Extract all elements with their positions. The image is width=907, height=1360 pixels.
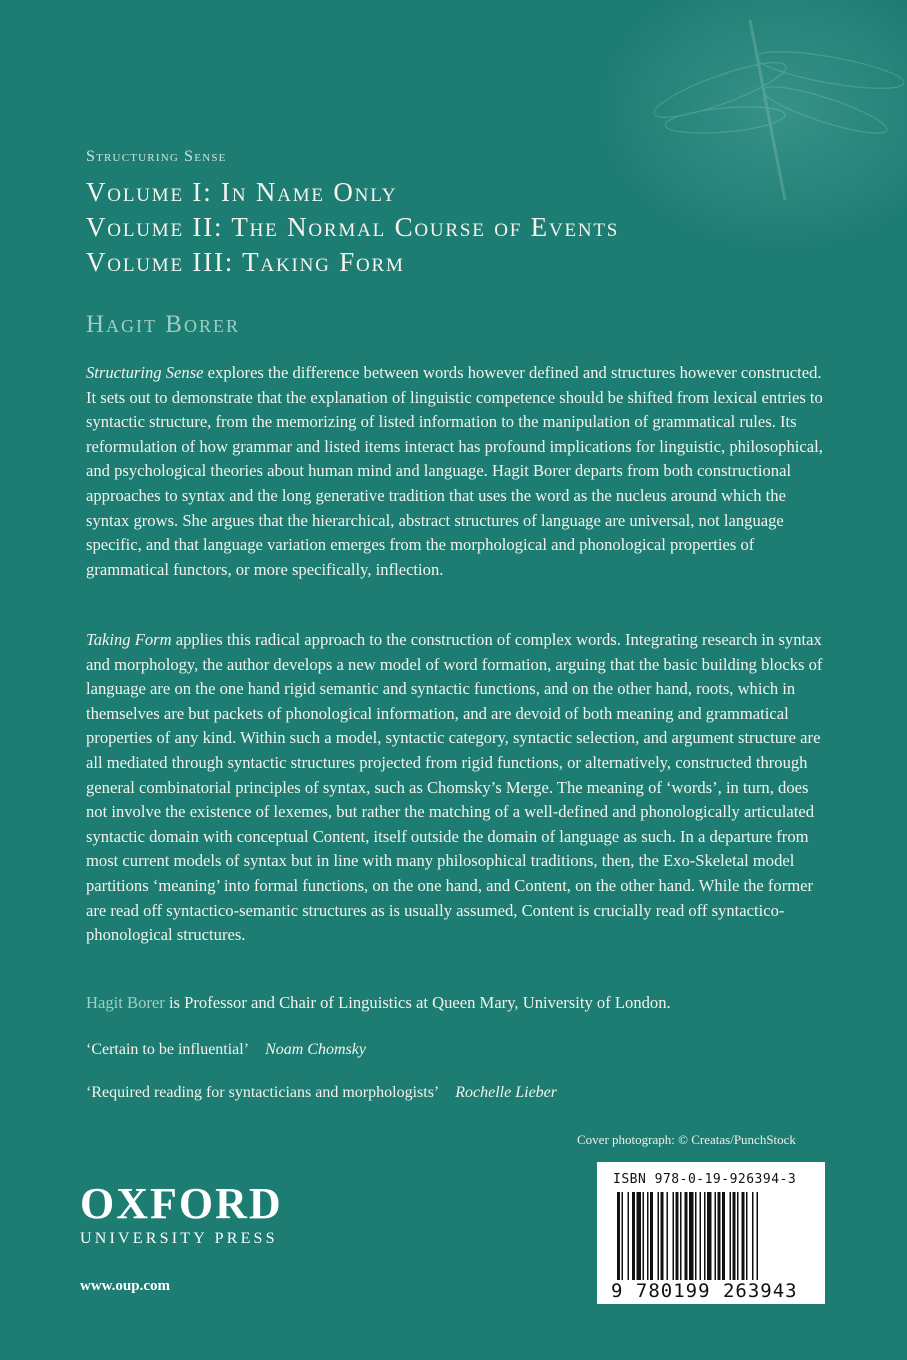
barcode-bar: [695, 1192, 697, 1280]
barcode-bar: [647, 1192, 649, 1280]
barcode-bar: [637, 1192, 642, 1280]
endorsement-1-quote: ‘Certain to be influential’: [86, 1041, 250, 1058]
dragonfly-image: [600, 0, 907, 260]
barcode-bar: [661, 1192, 664, 1280]
paragraph-1-text: explores the difference between words however defined and structures however constructed. It sets out to demonstrate that the explanation of linguistic competence should be shifted from lexical entries to syntactic structure, from the memorizing of listed information to the manipulation of grammatical rules. Its reformulation of how grammar and listed items interact has profound implications for linguistic, philosophical, and psychological theories about human mind and language. Hagit Borer departs from both constructional approaches to syntax and the long generative tradition that uses the word as the nucleus around which the syntax grows. She argues that the hierarchical, abstract structures of language are universal, not language specific, and that language variation emerges from the morphological and phonological properties of grammatical functors, or more specifically, inflection.: [86, 363, 823, 579]
publisher-website: www.oup.com: [80, 1278, 171, 1294]
barcode-bar: [617, 1192, 620, 1280]
endorsement-1: [86, 1041, 366, 1059]
series-title: Structuring Sense: [86, 148, 227, 165]
volume-2-title: Volume II: The Normal Course of Events: [86, 212, 620, 242]
barcode-bar: [689, 1192, 694, 1280]
barcode-bar: [622, 1192, 624, 1280]
barcode-bar: [673, 1192, 675, 1280]
barcode-bar: [643, 1192, 645, 1280]
barcode-bar: [704, 1192, 706, 1280]
isbn-digits: 9 780199 263943: [611, 1280, 798, 1302]
author-name: Hagit Borer: [86, 311, 240, 338]
barcode-bar: [757, 1192, 759, 1280]
barcode-bar: [667, 1192, 669, 1280]
barcode-image: [615, 1192, 809, 1280]
endorsement-2: [86, 1084, 557, 1102]
barcode-bar: [700, 1192, 702, 1280]
endorsement-2-quote: ‘Required reading for syntacticians and morphologists’: [86, 1084, 440, 1101]
volume-3-title: Volume III: Taking Form: [86, 247, 405, 277]
isbn-barcode-box: [597, 1162, 825, 1304]
description-paragraph-1: [86, 361, 824, 582]
paragraph-2-text: applies this radical approach to the construction of complex words. Integrating research in syntax and morphology, the author develops a new model of word formation, arguing that the basic building blocks of language are on the one hand rigid semantic and syntactic functions, and on the other hand, roots, which in themselves are but packets of phonological information, and are devoid of both meaning and grammatical properties of any kind. Within such a model, syntactic category, syntactic selection, and argument structure are all mediated through syntactic structures projected from rigid functions, or alternatively, constructed through general combinatorial principles of syntax, such as Chomsky’s Merge. The meaning of ‘words’, in turn, does not involve the existence of lexemes, but rather the matching of a well-defined and phonologically articulated syntactic domain with conceptual Content, itself outside the domain of language as such. In a departure from most current models of syntax but in line with many philosophical traditions, then, the Exo-Skeletal model partitions ‘meaning’ into formal functions, on the one hand, and Content, on the other hand. While the former are read off syntactico-semantic structures as is usually assumed, Content is crucially read off syntactico-phonological structures.: [86, 630, 823, 945]
barcode-bar: [628, 1192, 630, 1280]
barcode-bar: [715, 1192, 717, 1280]
barcode-bar: [737, 1192, 739, 1280]
isbn-label: ISBN 978-0-19-926394-3: [613, 1172, 797, 1187]
paragraph-1-italic-title: Structuring Sense: [86, 363, 204, 382]
barcode-bar: [676, 1192, 679, 1280]
endorsement-1-attribution: Noam Chomsky: [265, 1041, 366, 1058]
barcode-bar: [632, 1192, 635, 1280]
barcode-bar: [752, 1192, 754, 1280]
publisher-name: OXFORD: [80, 1179, 283, 1228]
author-bio: [86, 993, 671, 1013]
bio-author-name: Hagit Borer: [86, 993, 165, 1012]
barcode-bar: [718, 1192, 721, 1280]
barcode-bar: [722, 1192, 725, 1280]
barcode-bar: [650, 1192, 653, 1280]
paragraph-2-italic-title: Taking Form: [86, 630, 172, 649]
description-paragraph-2: [86, 628, 824, 948]
barcode-bar: [658, 1192, 660, 1280]
barcode-bar: [746, 1192, 748, 1280]
volume-1-title: Volume I: In Name Only: [86, 177, 398, 207]
endorsement-2-attribution: Rochelle Lieber: [455, 1084, 557, 1101]
barcode-bar: [685, 1192, 688, 1280]
publisher-subtitle: UNIVERSITY PRESS: [80, 1230, 278, 1247]
cover-photo-credit: Cover photograph: © Creatas/PunchStock: [577, 1132, 796, 1147]
barcode-bar: [680, 1192, 682, 1280]
barcode-bar: [742, 1192, 745, 1280]
oxford-logo: [80, 1179, 283, 1248]
barcode-bar: [707, 1192, 712, 1280]
bio-text: is Professor and Chair of Linguistics at Queen Mary, University of London.: [164, 993, 671, 1012]
barcode-bar: [730, 1192, 732, 1280]
barcode-bar: [733, 1192, 736, 1280]
